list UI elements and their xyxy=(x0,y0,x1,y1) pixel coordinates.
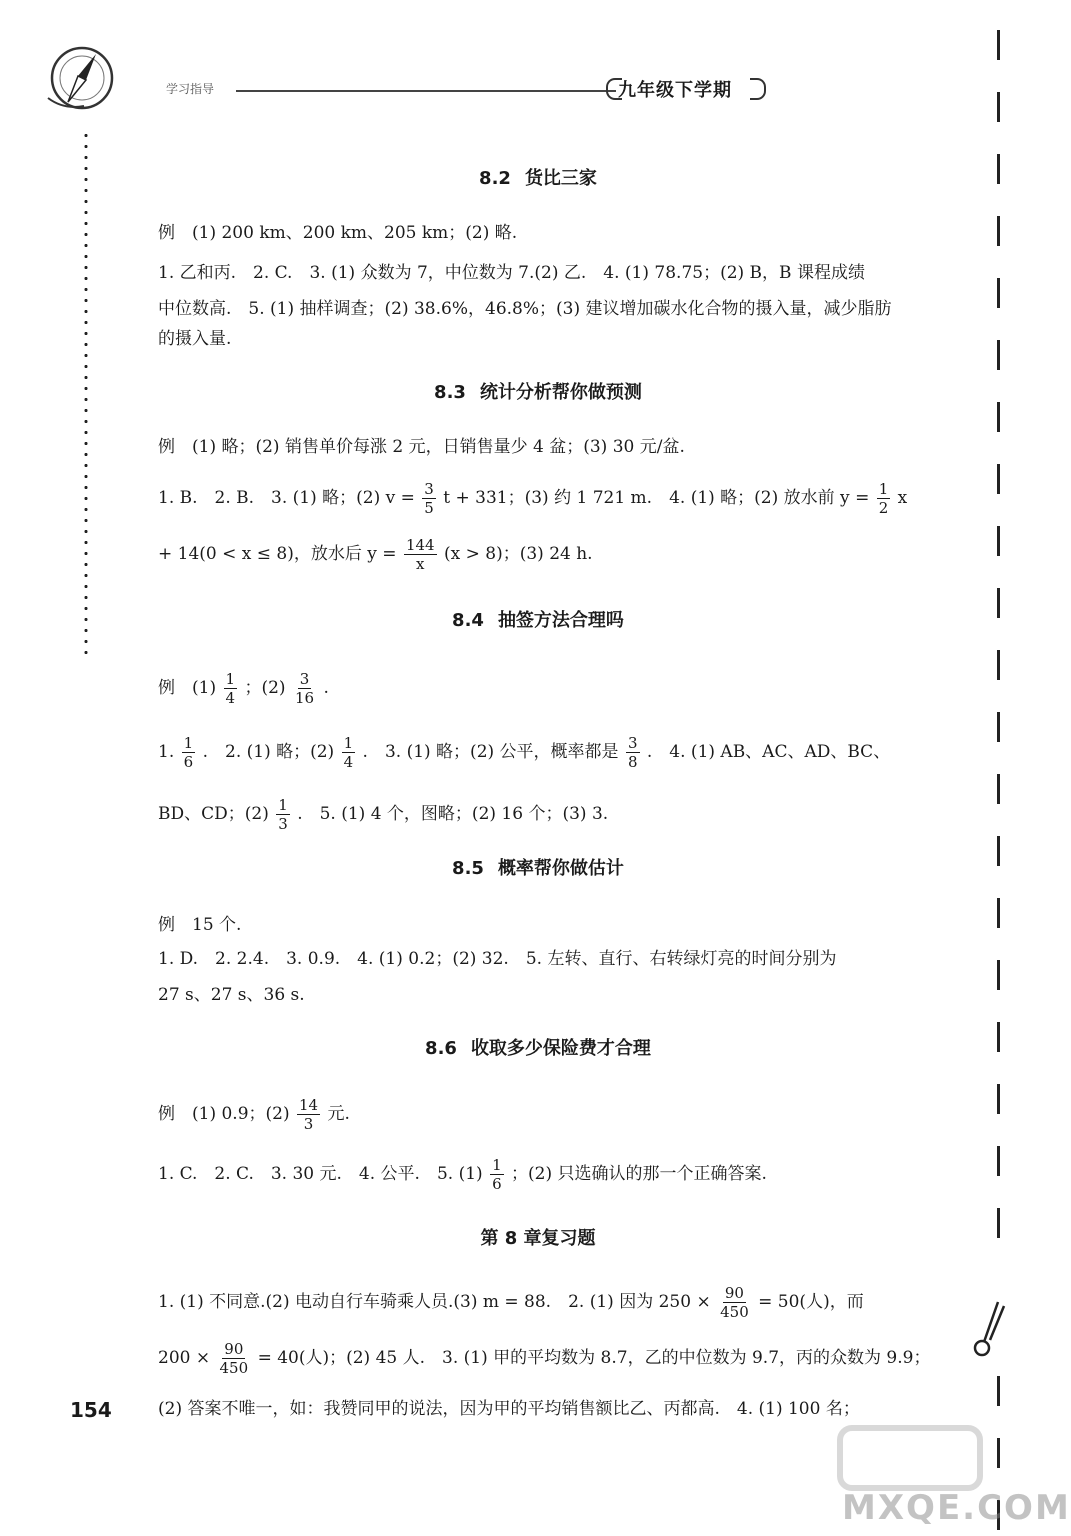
fraction: $\frac{3}{16}$ xyxy=(294,670,315,707)
s83-example: 例 (1) 略；(2) 销售单价每涨 2 元，日销售量少 4 盆；(3) 30 元/盆. xyxy=(158,437,685,457)
fraction: $\frac{144}{x}$ xyxy=(405,536,435,573)
section-8-4-heading: 8.4 抽签方法合理吗 xyxy=(452,610,624,631)
watermark-text: MXQE.COM xyxy=(842,1488,1071,1528)
s86-line-1: 1. C. 2. C. 3. 30 元. 4. 公平. 5. (1) $\frac{1}{6}$ ；(2) 只选确认的那一个正确答案. xyxy=(158,1156,767,1193)
chapter-8-review-heading: 第 8 章复习题 xyxy=(480,1228,596,1249)
fraction: $\frac{3}{8}$ xyxy=(627,734,638,771)
s82-line-2: 中位数高. 5. (1) 抽样调查；(2) 38.6%，46.8%；(3) 建议增加碳水化合物的摄入量，减少脂肪 xyxy=(158,299,892,319)
s85-line-2: 27 s、27 s、36 s. xyxy=(158,985,305,1005)
fraction: $\frac{90}{450}$ xyxy=(720,1284,749,1321)
s82-example: 例 (1) 200 km、200 km、205 km；(2) 略. xyxy=(158,223,518,243)
fraction: $\frac{1}{4}$ xyxy=(343,734,354,771)
page-header xyxy=(0,0,1014,130)
s83-line-1: 1. B. 2. B. 3. (1) 略；(2) v = $\frac{3}{5}$ t + 331；(3) 约 1 721 m. 4. (1) 略；(2) 放水前 y = $\frac{1}{2}$ x xyxy=(158,480,908,517)
section-8-6-heading: 8.6 收取多少保险费才合理 xyxy=(425,1038,651,1059)
fraction: $\frac{3}{5}$ xyxy=(424,480,434,517)
grade-label: 九年级下学期 xyxy=(618,80,732,101)
grade-bracket-right xyxy=(750,78,766,100)
s84-line-1: 1. $\frac{1}{6}$ . 2. (1) 略；(2) $\frac{1}{4}$ . 3. (1) 略；(2) 公平，概率都是 $\frac{3}{8}$ . 4. (1) AB、AC、AD、BC、 xyxy=(158,734,891,771)
dotted-margin-line xyxy=(84,130,88,660)
header-rule xyxy=(236,90,616,92)
fraction: $\frac{1}{2}$ xyxy=(878,480,889,517)
s86-example: 例 (1) 0.9；(2) $\frac{14}{3}$ 元. xyxy=(158,1096,350,1133)
compass-icon xyxy=(44,40,120,116)
fraction: $\frac{1}{6}$ xyxy=(183,734,194,771)
s84-example: 例 (1) $\frac{1}{4}$ ；(2) $\frac{3}{16}$ . xyxy=(158,670,329,707)
review-line-2: 200 × $\frac{90}{450}$ = 40(人)；(2) 45 人. 3. (1) 甲的平均数为 8.7，乙的中位数为 9.7，丙的众数为 9.9； xyxy=(158,1340,931,1377)
s84-line-2: BD、CD；(2) $\frac{1}{3}$ . 5. (1) 4 个，图略；(2) 16 个；(3) 3. xyxy=(158,796,609,833)
fraction: $\frac{1}{6}$ xyxy=(492,1156,502,1193)
s85-line-1: 1. D. 2. 2.4. 3. 0.9. 4. (1) 0.2；(2) 32. 5. 左转、直行、右转绿灯亮的时间分别为 xyxy=(158,949,837,969)
s82-line-1: 1. 乙和丙. 2. C. 3. (1) 众数为 7，中位数为 7.(2) 乙. 4. (1) 78.75；(2) B，B 课程成绩 xyxy=(158,263,865,283)
fraction: $\frac{1}{3}$ xyxy=(278,796,288,833)
fraction: $\frac{90}{450}$ xyxy=(219,1340,249,1377)
brand-label: 学习指导 xyxy=(166,82,215,96)
review-line-3: (2) 答案不唯一，如：我赞同甲的说法，因为甲的平均销售额比乙、丙都高. 4. (1) 100 名； xyxy=(158,1399,860,1419)
s83-line-2: + 14(0 < x ≤ 8)，放水后 y = $\frac{144}{x}$ (x > 8)；(3) 24 h. xyxy=(158,536,593,573)
section-8-3-heading: 8.3 统计分析帮你做预测 xyxy=(434,382,642,403)
s82-line-3: 的摄入量. xyxy=(158,329,232,349)
s85-example: 例 15 个. xyxy=(158,915,242,935)
scissors-icon xyxy=(968,1300,1008,1360)
section-8-5-heading: 8.5 概率帮你做估计 xyxy=(452,858,624,879)
section-8-2-heading: 8.2 货比三家 xyxy=(479,168,597,189)
fraction: $\frac{14}{3}$ xyxy=(299,1096,319,1133)
fraction: $\frac{1}{4}$ xyxy=(225,670,236,707)
page-number: 154 xyxy=(70,1398,112,1422)
review-line-1: 1. (1) 不同意.(2) 电动自行车骑乘人员.(3) m = 88. 2. (1) 因为 250 × $\frac{90}{450}$ = 50(人)，而 xyxy=(158,1284,864,1321)
